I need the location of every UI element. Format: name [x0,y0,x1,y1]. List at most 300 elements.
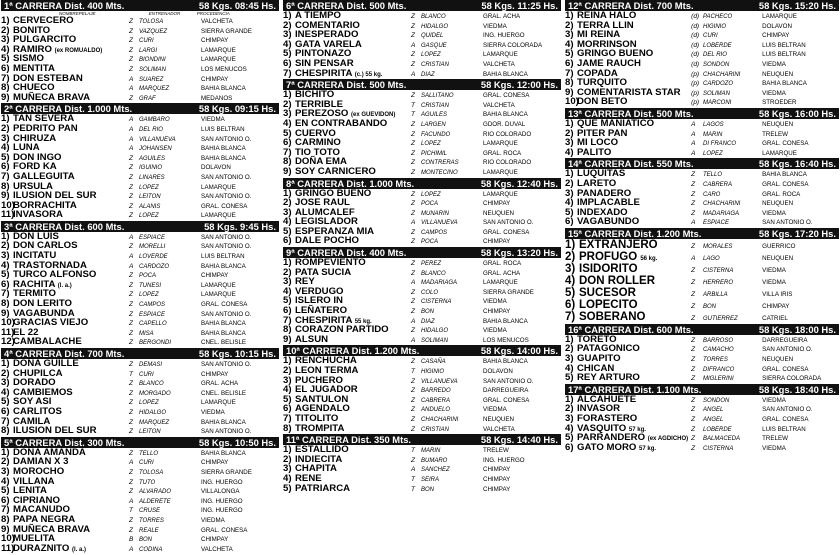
coat: T [411,368,415,375]
entry-row [565,251,839,263]
trainer: HIGINIO [702,23,726,30]
origin: BAHIA BLANCA [483,358,528,366]
origin: GRAL. ROCA [483,149,522,157]
origin: VALCHETA [201,18,233,25]
entry-number: 5) [565,48,574,60]
horse-name: LARETO [577,177,617,189]
origin: VIEDMA [201,116,225,124]
entry-number: 1) [1,230,10,242]
origin: CHIMPAY [762,302,790,310]
origin: ING. HUERGO [201,497,243,505]
entry-number: 2) [283,453,292,465]
entry-number: 11) [1,209,15,221]
horse-name: PROFUGO [579,250,638,263]
horse-name-cell [565,263,691,275]
origin: SAN ANTONIO O. [201,243,252,251]
entry-number: 1) [565,333,574,345]
race-title: 4ª CARRERA Dist. 700 Mts. [4,348,125,359]
origin: CHIMPAY [483,308,511,316]
trainer: DEL RIO [139,126,163,133]
horse-name: RENE [295,472,322,484]
origin: LAMARQUE [762,149,797,157]
origin: SAN ANTONIO O. [201,310,252,318]
coat: Z [411,168,415,176]
coat: Z [129,212,133,220]
origin: LAMARQUE [201,399,236,407]
coat: Z [411,209,415,217]
horse-name: VAGABUNDO [577,216,640,228]
entry-row [565,443,839,453]
entry-number: 1) [283,355,292,367]
entry-number: 1) [283,10,292,21]
trainer: CODINA [139,546,163,553]
horse-name: MORRINSON [577,38,637,50]
entry-number: 8) [565,77,574,89]
coat: Z [129,468,133,476]
horse-name: SOBERANO [579,310,646,323]
race-header [565,228,839,239]
entry-number: 11) [1,326,15,338]
coat: Z [129,418,133,426]
entry-number: 4) [283,384,292,396]
origin: DARREGUEIRA [762,336,808,344]
coat: Z [411,238,415,246]
origin: STROEDER [762,99,797,107]
coat: (p) [691,89,700,97]
entry-number: 5) [283,482,292,494]
horse-name: LEÑATERO [295,305,348,317]
trainer: ARBILLA [702,291,728,298]
horse-name: ALCAHUETE [577,393,637,405]
race-title: 15ª CARRERA Dist. 1.200 Mts. [568,227,702,239]
entry-number: 2) [565,19,574,31]
entry-number: 3) [565,137,574,149]
entry-number: 1) [1,15,10,26]
horse-name: TIO TOTO [295,146,340,158]
origin: CHIMPAY [201,536,229,544]
origin: VIEDMA [762,60,786,68]
horse-name: RACHITA [13,278,56,290]
race-title: 14ª CARRERA Dist. 550 Mts. [568,158,694,170]
horse-name: FORASTERO [577,413,638,425]
horse-name: GATA VARELA [295,38,362,50]
horse-name-cell [283,236,411,246]
trainer: CRISTIAN [421,61,450,68]
program-column-2 [283,0,561,494]
coat: Z [129,27,133,35]
coat: Z [129,243,133,251]
horse-name: PAPA NEGRA [13,513,76,525]
entry-number: 10) [1,533,15,545]
race-block [565,108,839,157]
coat: A [691,140,696,148]
origin: LUIS BELTRAN [762,51,806,59]
horse-name: CHIRUZA [13,132,57,144]
origin: VILLA IRIS [762,290,793,298]
trainer: HIDALGO [421,328,449,335]
entry-row [283,424,561,434]
entry-number: 8) [1,180,10,192]
coat: Z [411,228,415,236]
trainer: BIONDINI [139,57,166,64]
entry-number: 4) [283,285,292,297]
entry-number: 6) [283,137,292,149]
horse-name: CORAZON PARTIDO [295,324,389,336]
horse-name: ISLERO IN [295,295,343,307]
trainer: CHACHARINI [702,71,741,78]
coat: A [411,70,416,78]
coat: Z [129,291,133,299]
entry-number: 8) [283,422,292,434]
trainer: REALE [139,527,159,534]
origin: GUERRICO [762,242,796,250]
trainer: FACUNDO [421,131,451,138]
trainer: MADARIAGA [702,210,739,217]
horse-name-cell [565,311,691,323]
origin: VIEDMA [483,406,507,414]
coat: Z [129,18,133,25]
coat: Z [129,154,133,162]
coat: Z [129,526,133,534]
trainer: MORALES [702,243,733,250]
horse-name: RAMIRO [13,43,52,55]
horse-name: LUQUITAS [577,168,626,180]
coat: Z [691,242,696,250]
trainer: MARQUEZ [139,86,169,93]
horse-name: EL JUGADOR [295,384,358,396]
horse-name: COMENTARISTA STAR [577,86,681,98]
origin: SIERRA COLORADA [762,375,822,383]
origin: RIO COLORADO [483,159,532,167]
entry-number: 9) [565,86,574,98]
horse-name: MUÑECA BRAVA [13,91,91,103]
trainer: CONTRERAS [421,160,459,167]
coat: Z [411,32,415,40]
trainer: BON [421,486,435,493]
horse-name: SOY CARNICERO [295,165,376,177]
entry-row [565,97,839,107]
horse-note: (l. a.) [72,546,87,553]
coat: Z [691,356,696,364]
coat: Z [129,310,133,318]
origin: MEDANOS [201,94,233,102]
horse-name-cell [1,210,129,220]
horse-name: CAMBALACHE [13,336,82,348]
horse-name: MACANUDO [13,504,71,516]
horse-name-cell [1,544,129,555]
entry-number: 6) [565,441,574,453]
trainer: LOPEZ [421,52,441,59]
entry-row [565,373,839,383]
horse-name: PATA SUCIA [295,266,352,278]
trainer: CURI [139,371,154,378]
origin: BAHIA BLANCA [201,329,246,337]
entry-number: 6) [1,494,10,506]
trainer: TOLOSA [139,469,164,476]
origin: NEUQUEN [762,70,794,78]
trainer: LOPEZ [139,184,159,191]
coat: Z [129,428,133,436]
origin: CHIMPAY [483,485,511,493]
origin: VIEDMA [762,396,786,404]
race-weight-time: 58 Kgs. 11:25 Hs. [481,0,558,11]
entry-number: 2) [1,456,10,468]
entry-number: 2) [283,365,292,376]
race-weight-time: 58 Kgs. 9:45 Hs. [204,220,276,232]
horse-name-cell [283,484,411,494]
horse-note: (ex ROMUALDO) [54,47,103,54]
coat: Z [129,449,133,457]
race-weight-time: 58 Kgs. 15:20 Hs. [758,0,836,11]
race-block [1,103,279,220]
race-block [1,437,279,554]
origin: ING. HUERGO [483,32,525,40]
origin: TRELEW [762,130,788,138]
horse-name: CIPRIANO [13,494,60,506]
origin: VIEDMA [483,298,507,306]
race-weight-time: 58 Kgs. 18:40 Hs. [758,383,836,395]
trainer: BUMARO [421,457,448,464]
horse-name: FORD KA [13,161,57,173]
horse-name-cell [565,217,691,227]
entry-number: 7) [1,288,10,300]
entry-row [1,337,279,347]
origin: VIEDMA [762,278,786,286]
origin: GRAL. ROCA [762,190,801,198]
entry-number: 3) [565,413,574,425]
origin: BAHIA BLANCA [762,80,807,88]
origin: SAN ANTONIO O. [762,346,813,354]
entry-row [1,93,279,103]
horse-name: MI LOCO [577,137,619,149]
origin: VALCHETA [201,545,233,553]
trainer: GRAF [139,95,156,102]
horse-name-cell [1,93,129,103]
race-weight-time: 58 Kgs. 13:20 Hs. [480,247,558,259]
race-title: 5ª CARRERA Dist. 300 Mts. [4,436,125,448]
entry-number: 2) [565,127,574,139]
coat: Z [691,336,696,344]
coat: Z [691,346,696,354]
coat: Z [411,308,415,316]
entry-number: 2) [283,266,292,278]
trainer: BON [702,303,716,310]
race-block [1,348,279,436]
trainer: JOHANSEN [139,146,172,153]
coat: A [691,254,696,262]
entry-number: 5) [565,372,574,384]
column-heading: PELAJE [78,11,96,16]
entry-number: 2) [283,98,292,110]
origin: BAHIA BLANCA [762,171,807,179]
race-weight-time: 58 Kgs. 16:40 Hs. [758,158,836,170]
entry-row [1,134,279,144]
trainer: BARREDO [421,388,451,395]
horse-name: BORRACHITA [13,199,77,211]
origin: GRAL. CONESA [483,228,530,236]
coat: Z [411,130,415,138]
coat: Z [129,478,133,486]
coat: Z [411,269,415,277]
coat: T [411,475,415,483]
trainer: SANCHEZ [421,467,450,474]
trainer: IGUINIO [139,165,163,172]
trainer: DIFRANCO [702,366,735,373]
entry-number: 2) [1,122,10,134]
entry-number: 3) [1,377,10,389]
entry-number: 4) [565,197,574,209]
race-title: 16ª CARRERA Dist. 600 Mts. [568,323,694,335]
trainer: TELLO [702,172,722,179]
trainer: MARQUEZ [139,419,169,426]
trainer: TORRES [702,357,728,364]
origin: SAN ANTONIO O. [201,428,252,436]
race-block [565,158,839,227]
origin: CHIMPAY [483,475,511,483]
horse-name: GRINGO BUENO [577,48,654,60]
origin: GRAL. CONESA [762,180,809,188]
trainer: HIDALGO [139,409,167,416]
horse-name: JAME RAUCH [577,57,641,69]
horse-name: DALE POCHO [295,235,359,247]
origin: DOLAVON [483,368,513,375]
coat: Z [129,399,133,407]
entry-number: 4) [283,216,292,228]
origin: CHIMPAY [483,238,511,246]
entry-number: 4) [565,274,576,287]
coat: Z [411,149,415,157]
origin: GRAL. CONESA [201,301,248,309]
race-weight-time: 58 Kgs. 08:45 Hs. [198,0,276,11]
entry-number: 6) [1,405,10,417]
entry-number: 1) [1,113,10,125]
origin: BAHIA BLANCA [201,418,246,426]
horse-name: CERVECERO [13,15,74,26]
origin: GRAL. CONESA [762,140,809,148]
origin: VALCHETA [483,60,515,68]
trainer: LAGOS [702,121,724,128]
entry-number: 4) [1,142,10,154]
trainer: CRUSE [139,508,161,515]
trainer: VAZQUEZ [139,28,168,35]
entry-number: 3) [565,187,574,199]
coat: Z [691,444,696,452]
horse-name: MI REINA [577,29,621,41]
coat: A [129,75,134,83]
entry-number: 7) [283,314,292,326]
horse-name: A TIEMPO [295,10,342,21]
entry-number: 2) [565,250,576,263]
trainer: CHACHARINI [421,416,459,423]
coat: Z [691,266,696,274]
entry-number: 6) [1,161,10,173]
trainer: SEIRA [421,476,440,483]
coat: (d) [691,22,700,30]
race-weight-time: 58 Kgs. 12:40 Hs. [480,177,558,189]
origin: SIERRA GRANDE [483,288,534,296]
trainer: CAMPOS [139,302,166,309]
horse-name: LENITA [13,485,47,497]
coat: Z [411,51,415,59]
horse-name: MOROCHO [13,465,65,477]
entry-number: 4) [1,386,10,398]
coat: Z [691,314,696,322]
entry-number: 9) [1,307,10,319]
trainer: ALDERETE [139,498,171,505]
trainer: CHACHARINI [702,201,741,208]
origin: LUIS BELTRAN [201,125,245,133]
horse-name: JOSE RAUL [295,197,350,209]
horse-name: ISIDORITO [579,262,638,275]
entry-number: 6) [283,57,292,69]
entry-number: 9) [1,190,10,202]
origin: LAMARQUE [201,212,236,220]
trainer: BLANCO [139,381,164,388]
trainer: CISTERNA [702,445,734,452]
trainer: SOLIMAN [421,337,449,344]
entry-number: 4) [1,259,10,271]
origin: LAMARQUE [201,46,236,54]
coat: A [411,336,416,344]
horse-name: DON INGO [13,151,62,163]
coat: A [129,497,134,505]
coat: Z [691,171,696,179]
entry-row [565,148,839,158]
trainer: SOLIMAN [702,90,730,97]
entry-row [283,236,561,246]
coat: A [129,85,134,93]
entry-number: 3) [1,465,10,477]
trainer: MARCONI [702,100,732,107]
coat: Z [129,56,133,64]
entry-number: 3) [1,34,10,46]
trainer: MUNARIN [421,210,449,217]
horse-name: CARLITOS [13,405,62,417]
entry-number: 1) [565,117,574,129]
origin: LAMARQUE [762,13,797,20]
entry-number: 7) [1,415,10,427]
race-weight-time: 58 Kgs. 10:15 Hs. [198,348,276,359]
horse-note: (ex AGDICHO) [647,436,689,443]
trainer: MORELLI [139,244,166,251]
entry-number: 5) [283,48,292,60]
coat: Z [129,183,133,191]
horse-name: DON CARLOS [13,240,78,252]
horse-name-cell [1,337,129,347]
horse-name: LEON TERMA [295,365,359,376]
coat: Z [411,260,415,268]
coat: A [129,135,134,143]
horse-name: ROMPEVIENTO [295,257,366,269]
origin: GRAL. CONESA [483,92,530,100]
entry-row [283,167,561,177]
horse-name-cell [565,148,691,158]
trainer: ESPIACE [139,234,166,241]
horse-name: GUAPITO [577,353,621,365]
race-title: 13ª CARRERA Dist. 500 Mts. [568,107,694,119]
entry-row [565,217,839,227]
coat: A [691,120,696,128]
horse-name: PARRANDERO [577,432,646,444]
horse-name: PALITO [577,146,612,158]
coat: A [129,116,134,124]
coat: A [691,149,696,157]
origin: LAMARQUE [201,291,236,299]
origin: GRAL. CONESA [201,526,248,534]
trainer: SALLITANO [421,93,454,100]
origin: BAHIA BLANCA [201,320,246,328]
origin: GRAL. ACHA [483,269,521,277]
